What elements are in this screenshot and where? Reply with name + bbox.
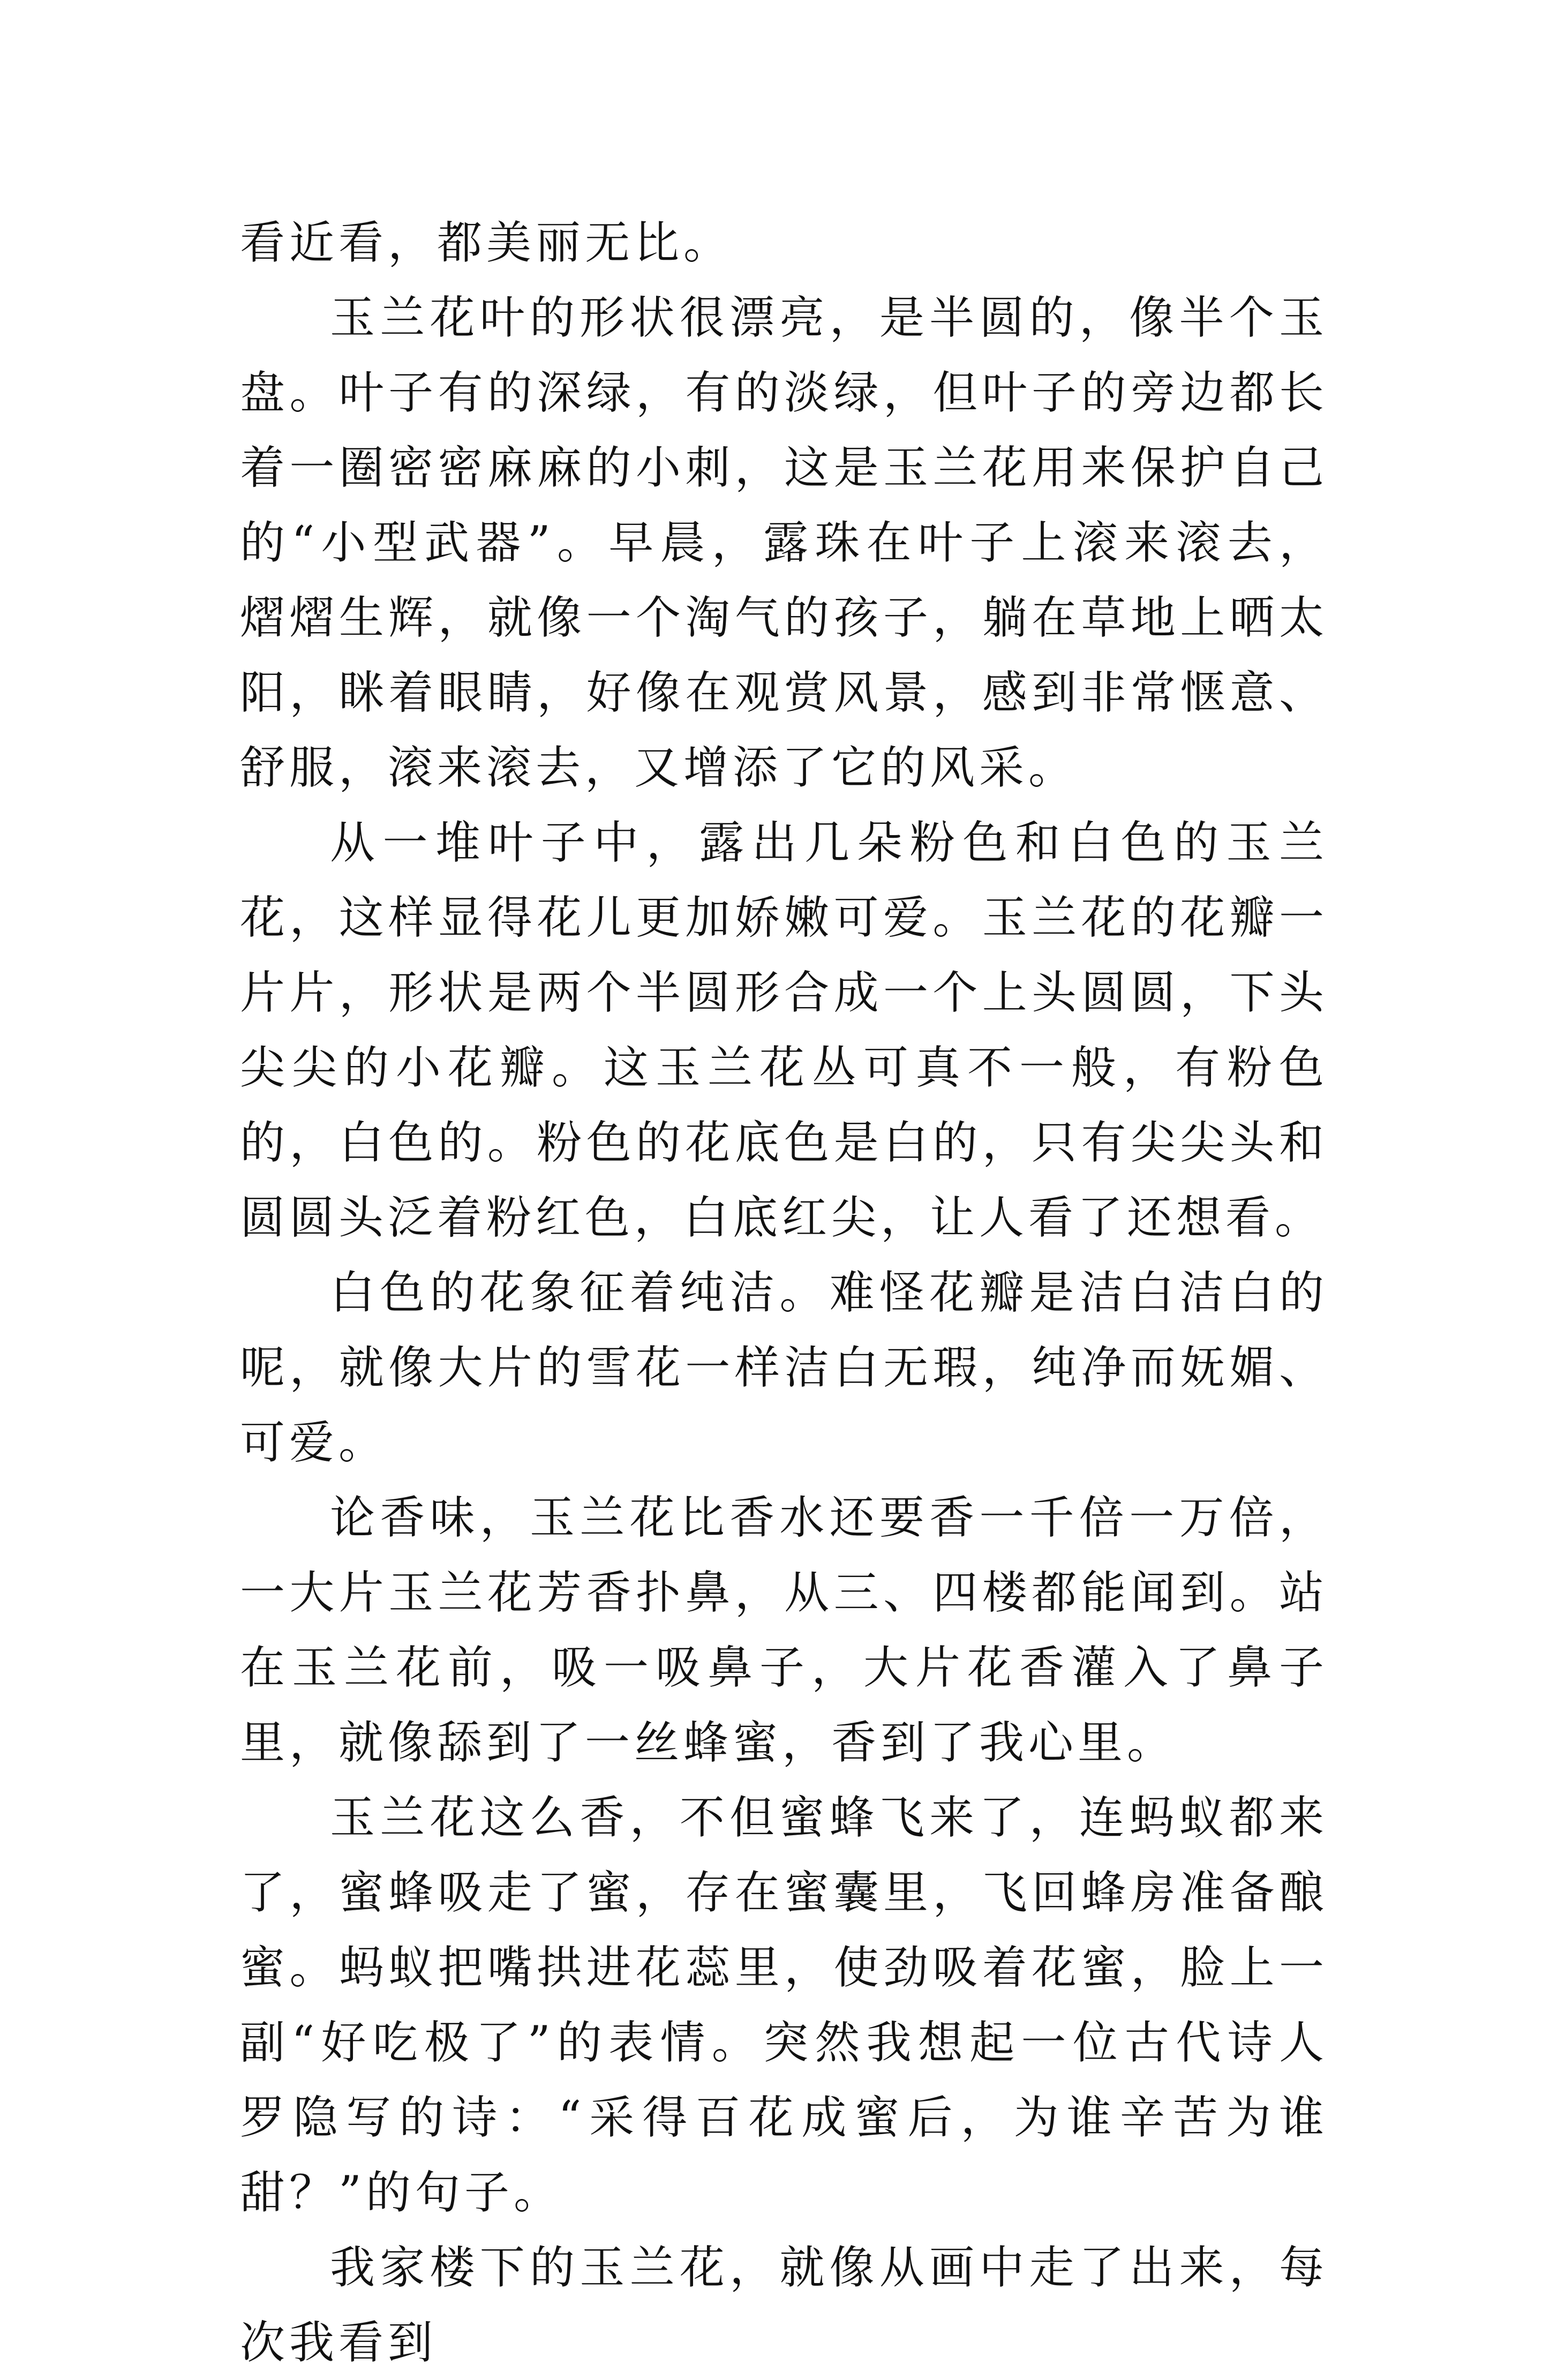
paragraph-1: 看近看，都美丽无比。	[240, 216, 733, 269]
paragraph-7: 我家楼下的玉兰花，就像从画中走了出来，每次我看到	[240, 2241, 1328, 2369]
document-page	[240, 205, 1328, 2380]
paragraph-5: 论香味，玉兰花比香水还要香一千倍一万倍，一大片玉兰花芳香扑鼻，从三、四楼都能闻到。站在玉兰花前，吸一吸鼻子，大片花香灌入了鼻子里，就像舔到了一丝蜂蜜，香到了我心里。	[240, 1491, 1328, 1769]
paragraph-6: 玉兰花这么香，不但蜜蜂飞来了，连蚂蚁都来了，蜜蜂吸走了蜜，存在蜜囊里，飞回蜂房准备酿蜜。蚂蚁把嘴拱进花蕊里，使劲吸着花蜜，脸上一副“好吃极了”的表情。突然我想起一位古代诗人罗隐写的诗：“采得百花成蜜后，为谁辛苦为谁甜？”的句子。	[240, 1791, 1328, 2219]
paragraph-2: 玉兰花叶的形状很漂亮，是半圆的，像半个玉盘。叶子有的深绿，有的淡绿，但叶子的旁边都长着一圈密密麻麻的小刺，这是玉兰花用来保护自己的“小型武器”。早晨，露珠在叶子上滚来滚去，熠熠生辉，就像一个淘气的孩子，躺在草地上晒太阳，眯着眼睛，好像在观赏风景，感到非常惬意、舒服，滚来滚去，又增添了它的风采。	[240, 291, 1328, 794]
paragraph-4: 白色的花象征着纯洁。难怪花瓣是洁白洁白的呢，就像大片的雪花一样洁白无瑕，纯净而妩媚、可爱。	[240, 1266, 1328, 1469]
paragraph-3: 从一堆叶子中，露出几朵粉色和白色的玉兰花，这样显得花儿更加娇嫩可爱。玉兰花的花瓣一片片，形状是两个半圆形合成一个上头圆圆，下头尖尖的小花瓣。这玉兰花丛可真不一般，有粉色的，白色的。粉色的花底色是白的，只有尖尖头和圆圆头泛着粉红色，白底红尖，让人看了还想看。	[240, 816, 1328, 1244]
